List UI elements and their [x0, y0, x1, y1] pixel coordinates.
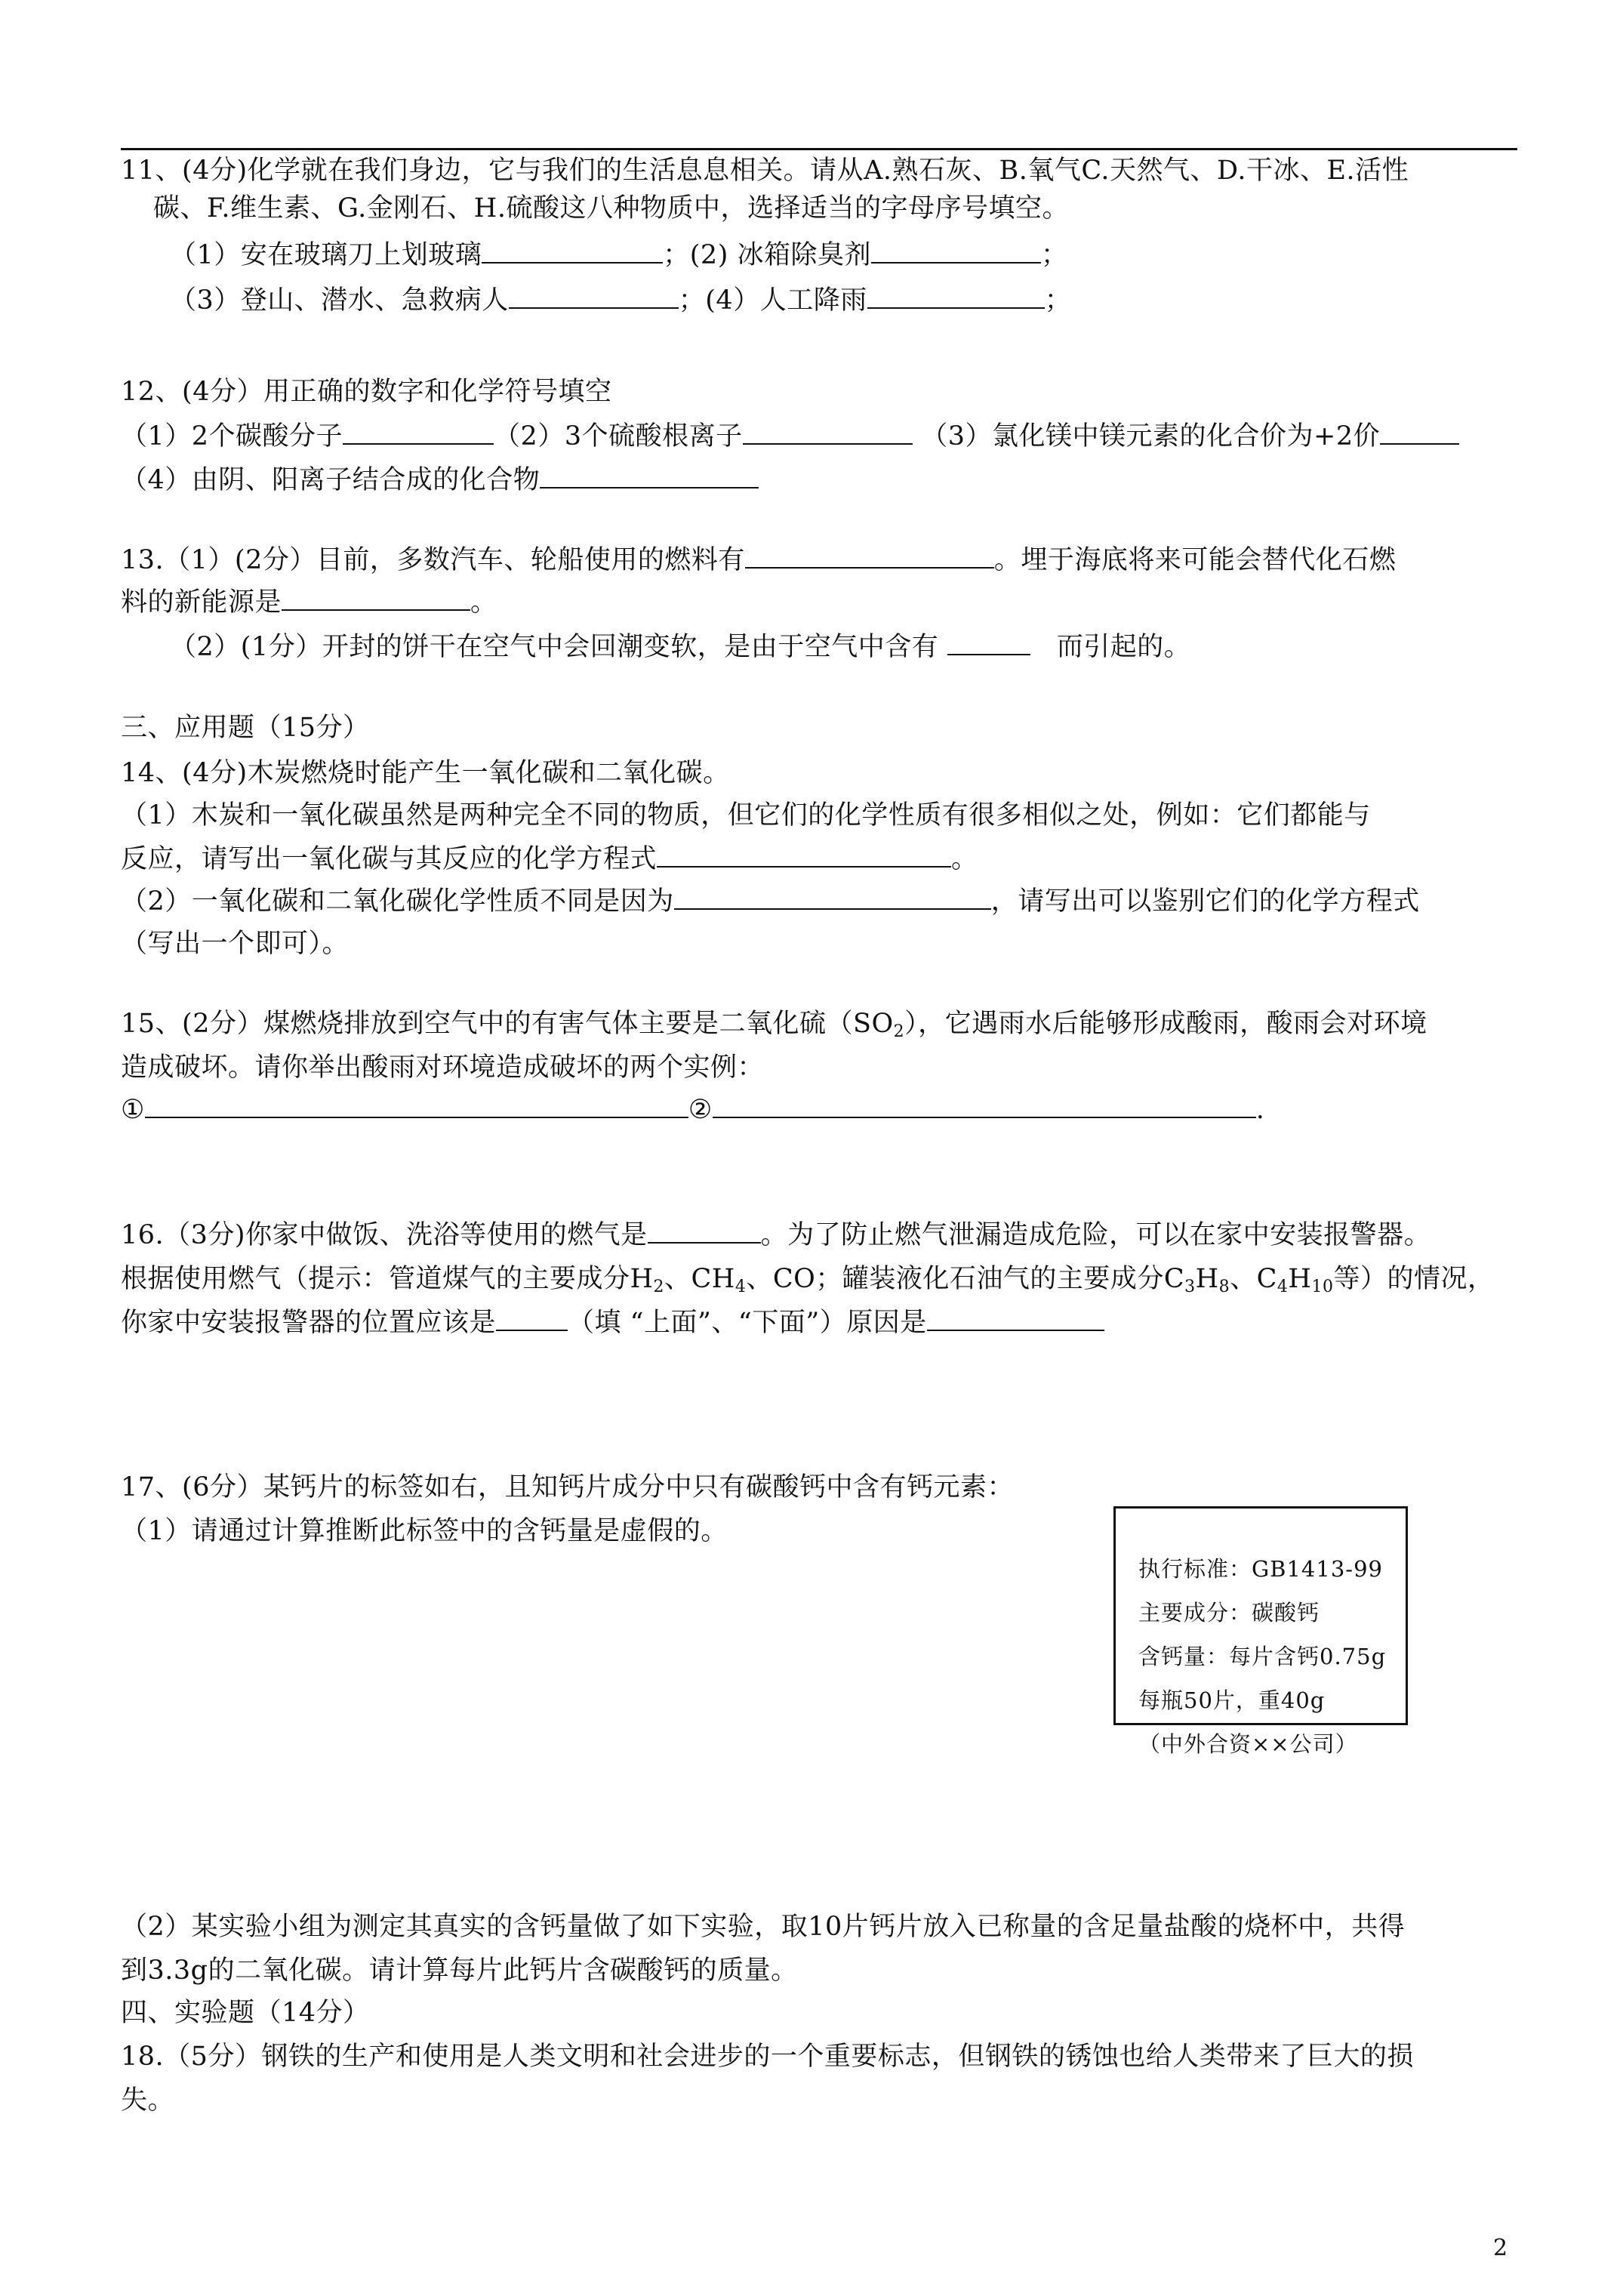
q13-part-a: 13.（1）(2分）目前，多数汽车、轮船使用的燃料有 — [121, 545, 745, 575]
section-4-heading: 四、实验题（14分） — [121, 1998, 370, 2028]
q16-sub-h8: 8 — [1218, 1277, 1230, 1296]
q18-line-1: 18.（5分）钢铁的生产和使用是人类文明和社会进步的一个重要标志，但钢铁的锈蚀也给人类带来了巨大的损 — [121, 2042, 1414, 2072]
q14-line-5: （写出一个即可）。 — [121, 929, 350, 959]
q15-blank-2[interactable] — [713, 1094, 1256, 1118]
q11-semi-1: ； — [1041, 240, 1068, 270]
q11-line-4 — [170, 284, 1071, 317]
q14-blank-2[interactable] — [674, 886, 991, 910]
q15-line-1 — [121, 1007, 1427, 1049]
q13-part-b: 。埋于海底将来可能会替代化石燃 — [993, 545, 1397, 575]
q15-blank-1[interactable] — [145, 1094, 688, 1118]
q16-blank-2[interactable] — [496, 1307, 568, 1331]
q12-line-2 — [121, 420, 1459, 453]
label-company: （中外合资××公司） — [1138, 1731, 1358, 1757]
q12-line-3 — [121, 464, 759, 497]
q16-line-1 — [121, 1219, 1431, 1252]
q17-line-4: 到3.3g的二氧化碳。请计算每片此钙片含碳酸钙的质量。 — [121, 1955, 798, 1986]
q11-blank-2[interactable] — [871, 239, 1041, 264]
q11-part-3: （3）登山、潜水、急救病人 — [170, 285, 509, 316]
q12-blank-3[interactable] — [1380, 421, 1459, 445]
q14-part-4b: ，请写出可以鉴别它们的化学方程式 — [990, 886, 1420, 917]
q11-line-3 — [170, 239, 1068, 272]
q18-line-2: 失。 — [121, 2085, 175, 2116]
q13-line-2 — [121, 586, 497, 619]
q12-part-3: （3）氯化镁中镁元素的化合价为+2价 — [921, 421, 1381, 451]
q16-blank-3[interactable] — [927, 1307, 1104, 1331]
q15-line-2: 造成破坏。请你举出酸雨对环境造成破坏的两个实例： — [121, 1052, 765, 1083]
q14-line-1: 14、(4分)木炭燃烧时能产生一氧化碳和二氧化碳。 — [121, 758, 730, 788]
q13-part-f: 而引起的。 — [1056, 632, 1191, 662]
q16-blank-1[interactable] — [648, 1219, 761, 1244]
q12-blank-1[interactable] — [343, 421, 494, 445]
q16-line-2 — [121, 1262, 1494, 1304]
q16-part-2g: 等）的情况， — [1333, 1264, 1495, 1294]
q16-part-2a: 根据使用燃气（提示：管道煤气的主要成分H — [121, 1264, 654, 1294]
q14-line-2: （1）木炭和一氧化碳虽然是两种完全不同的物质，但它们的化学性质有很多相似之处，例如：它们都能与 — [121, 800, 1371, 831]
q14-part-4a: （2）一氧化碳和二氧化碳化学性质不同是因为 — [121, 886, 674, 917]
q11-blank-3[interactable] — [509, 285, 679, 309]
q16-sub-c3: 3 — [1184, 1277, 1196, 1296]
label-standard: 执行标准：GB1413-99 — [1138, 1556, 1383, 1582]
q11-semi-2: ； — [1044, 285, 1072, 316]
q13-part-e: （2）(1分）开封的饼干在空气中会回潮变软，是由于空气中含有 — [170, 632, 939, 662]
q11-part-4: ；(4）人工降雨 — [678, 285, 867, 316]
q11-part-1: （1）安在玻璃刀上划玻璃 — [170, 240, 482, 270]
q13-blank-2[interactable] — [282, 587, 470, 611]
q13-blank-3[interactable] — [947, 631, 1030, 655]
q12-blank-2[interactable] — [743, 421, 913, 445]
section-3-heading: 三、应用题（15分） — [121, 713, 370, 743]
q15-part-1a: 15、(2分）煤燃烧排放到空气中的有害气体主要是二氧化硫（SO — [121, 1009, 894, 1039]
q12-line-1: 12、(4分）用正确的数字和化学符号填空 — [121, 377, 612, 407]
q17-line-3: （2）某实验小组为测定其真实的含钙量做了如下实验，取10片钙片放入已称量的含足量盐酸的烧杯中，共得 — [121, 1912, 1406, 1942]
q11-part-2: ；(2) 冰箱除臭剂 — [663, 240, 871, 270]
q11-line-2: 碳、F.维生素、G.金刚石、H.硫酸这八种物质中，选择适当的字母序号填空。 — [153, 193, 1069, 223]
calcium-tablet-label — [1113, 1506, 1408, 1757]
q17-line-2: （1）请通过计算推断此标签中的含钙量是虚假的。 — [121, 1516, 728, 1546]
q16-part-2c: 、CO；罐装液化石油气的主要成分C — [746, 1264, 1185, 1294]
label-bottle-info: 每瓶50片，重40g — [1138, 1687, 1326, 1713]
q13-blank-1[interactable] — [745, 544, 994, 569]
q15-line-3 — [121, 1093, 1264, 1126]
q12-blank-4[interactable] — [540, 464, 759, 488]
q16-sub-c4: 4 — [1277, 1277, 1289, 1296]
q16-sub-h10: 10 — [1311, 1277, 1334, 1296]
q16-line-3 — [121, 1306, 1104, 1339]
q16-part-1a: 16.（3分)你家中做饭、洗浴等使用的燃气是 — [121, 1220, 648, 1250]
q13-part-c: 料的新能源是 — [121, 587, 282, 618]
q16-part-2d: H — [1195, 1264, 1219, 1294]
q12-part-4: （4）由阴、阳离子结合成的化合物 — [121, 465, 540, 495]
q11-blank-4[interactable] — [867, 285, 1045, 309]
q16-part-3a: 你家中安装报警器的位置应该是 — [121, 1308, 497, 1338]
label-calcium-content: 含钙量：每片含钙0.75g — [1138, 1644, 1387, 1669]
q14-part-3b: 。 — [951, 844, 978, 874]
q17-line-1: 17、(6分）某钙片的标签如右，且知钙片成分中只有碳酸钙中含有钙元素： — [121, 1472, 1014, 1502]
q16-part-2e: 、C — [1230, 1264, 1277, 1294]
q16-part-2b: 、CH — [664, 1264, 735, 1294]
q15-circle-2: ② — [688, 1095, 713, 1125]
q16-sub-h2: 2 — [653, 1277, 665, 1296]
q14-part-3a: 反应，请写出一氧化碳与其反应的化学方程式 — [121, 844, 658, 874]
q15-circle-1: ① — [121, 1095, 145, 1125]
q15-part-1b: ），它遇雨水后能够形成酸雨，酸雨会对环境 — [904, 1009, 1427, 1039]
header-rule — [121, 148, 1517, 150]
q15-dot: . — [1255, 1095, 1265, 1125]
page-number: 2 — [1493, 2235, 1508, 2261]
q16-part-3b: （填 “上面”、“下面”）原因是 — [568, 1308, 927, 1338]
q14-blank-1[interactable] — [657, 843, 951, 868]
q13-part-d: 。 — [470, 587, 497, 618]
label-ingredient: 主要成分：碳酸钙 — [1138, 1600, 1320, 1626]
q16-part-1b: 。为了防止燃气泄漏造成危险，可以在家中安装报警器。 — [760, 1220, 1431, 1250]
q12-part-1: （1）2个碳酸分子 — [121, 421, 343, 451]
q14-line-4 — [121, 885, 1420, 918]
q11-line-1: 11、(4分)化学就在我们身边，它与我们的生活息息相关。请从A.熟石灰、B.氧气C.天然气、D.干冰、E.活性 — [121, 156, 1409, 186]
q12-part-2: （2）3个硫酸根离子 — [494, 421, 743, 451]
q16-part-2f: H — [1288, 1264, 1312, 1294]
q13-line-1 — [121, 544, 1396, 577]
q15-subscript: 2 — [893, 1022, 905, 1041]
q16-sub-ch4: 4 — [735, 1277, 747, 1296]
q13-line-3 — [170, 630, 1190, 664]
q14-line-3 — [121, 843, 978, 876]
q11-blank-1[interactable] — [482, 239, 663, 264]
